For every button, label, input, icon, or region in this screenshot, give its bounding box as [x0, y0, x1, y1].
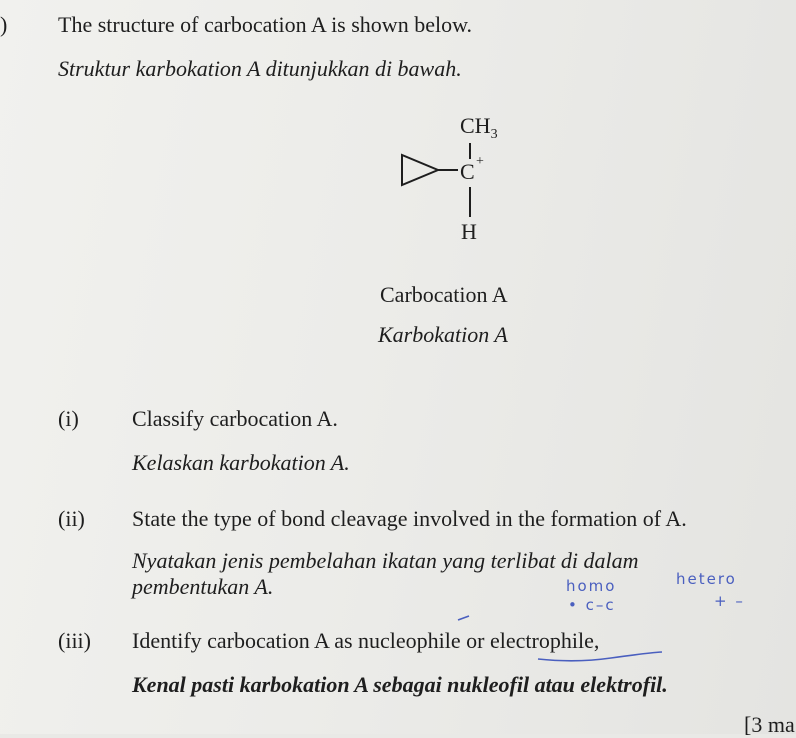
part-ii-question-english: State the type of bond cleavage involved in the formation of A. — [132, 506, 687, 531]
cyclopropyl-ring — [402, 155, 438, 185]
marks-allocation: [3 ma — [744, 712, 795, 737]
question-intro-english: The structure of carbocation A is shown below. — [58, 12, 473, 37]
handwritten-cc: • c–c — [568, 596, 616, 614]
handwritten-hetero: hetero — [676, 570, 737, 588]
part-iii-question-malay: Kenal pasti karbokation A sebagai nukleofil atau elektrofil. — [132, 672, 668, 697]
positive-charge-label: + — [476, 154, 484, 169]
central-carbon-label: C — [460, 159, 475, 184]
methyl-group-label: $CH_3$ — [460, 113, 498, 142]
part-i-label: (i) — [58, 406, 79, 431]
question-number-marker: ) — [0, 12, 8, 37]
part-iii-label: (iii) — [58, 628, 91, 653]
part-ii-question-malay-line2: pembentukan A. — [132, 574, 274, 599]
handwritten-tick-mark — [456, 614, 472, 622]
carbocation-a-structure — [390, 105, 540, 250]
handwritten-plus-minus: + – — [714, 592, 745, 610]
part-i-question-malay: Kelaskan karbokation A. — [132, 450, 350, 475]
part-iii-question-english: Identify carbocation A as nucleophile or electrophile, — [132, 628, 600, 653]
structure-caption-english: Carbocation A — [380, 282, 508, 307]
hydrogen-label: H — [461, 219, 477, 244]
handwritten-underline — [536, 648, 666, 666]
handwritten-homo: homo — [566, 577, 617, 595]
part-ii-label: (ii) — [58, 506, 85, 531]
structure-caption-malay: Karbokation A — [378, 322, 508, 347]
question-intro-malay: Struktur karbokation A ditunjukkan di bawah. — [58, 56, 462, 81]
part-ii-question-malay-line1: Nyatakan jenis pembelahan ikatan yang terlibat di dalam — [132, 548, 639, 573]
part-i-question-english: Classify carbocation A. — [132, 406, 338, 431]
